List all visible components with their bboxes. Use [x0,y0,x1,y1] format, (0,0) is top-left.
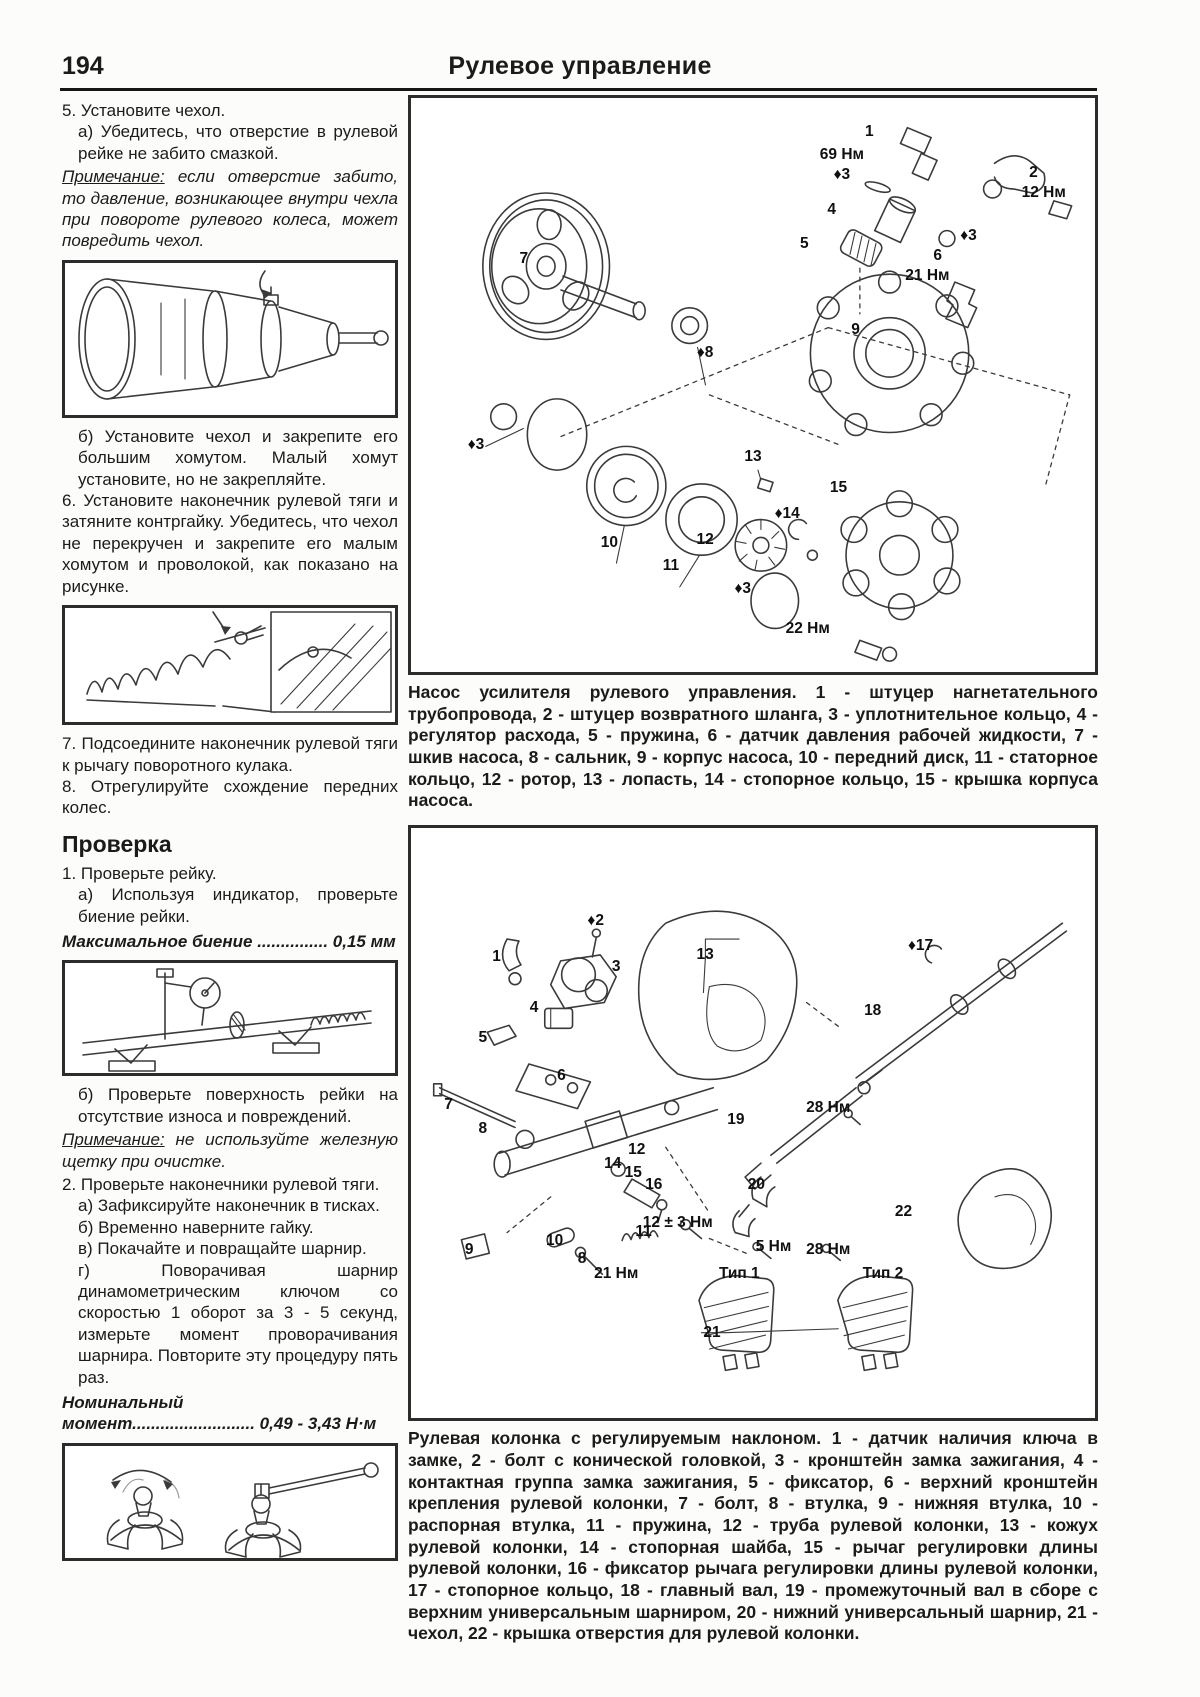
part-callout-label: 12 [628,1140,646,1158]
part-callout-label: 19 [727,1111,745,1129]
step-5: 5. Установите чехол. [62,101,226,120]
part-callout-label: 13 [696,945,714,963]
part-callout-label: ♦14 [774,505,800,523]
part-callout-label: 1 [864,123,874,141]
part-callout-label: 10 [546,1232,564,1250]
note-2-label: Примечание: [62,1130,165,1150]
part-callout-label: ♦3 [833,166,851,184]
page-title: Рулевое управление [448,52,712,80]
right-figure-column [408,95,1098,1658]
part-callout-label: 28 Нм [806,1099,851,1117]
part-callout-label: 16 [645,1176,663,1194]
part-callout-label: 22 [894,1202,913,1220]
power-steering-pump-drawing [411,98,1095,672]
left-text-column [62,100,398,1569]
part-callout-label: 12 Нм [1021,183,1066,201]
part-callout-label: 14 [604,1155,622,1173]
header-rule [60,88,1097,91]
part-callout-label: 12 [696,530,714,548]
part-callout-label: ♦8 [696,344,714,362]
part-callout-label: 21 Нм [594,1264,639,1282]
page-number: 194 [62,52,104,80]
part-callout-label: 6 [933,246,942,264]
column-figure-caption: Рулевая колонка с регулируемым наклоном. 1 - датчик наличия ключа в замке, 2 - болт с конической головкой, 3 - кронштейн замка зажигания, 4 - контактная группа замка зажигания, 5 - фиксатор, 6 - верхний кронштейн крепления рулевой колонки, 7 - болт, 8 - втулка, 9 - нижняя втулка, 10 - распорная втулка, 11 - пружина, 12 - труба рулевой колонки, 13 - кожух рулевой колонки, 14 - стопорная шайба, 15 - рычаг регулировки длины рулевой колонки, 16 - фиксатор рычага регулировки длины рулевой колонки, 17 - стопорное кольцо, 18 - главный вал, 19 - промежуточный вал в сборе с верхним универсальным шарниром, 20 - нижний универсальный шарнир, 21 - чехол, 22 - крышка отверстия для рулевой колонки. [408,1428,1098,1644]
part-callout-label: 28 Нм [806,1240,851,1258]
part-callout-label: 15 [624,1164,642,1182]
check-2a: а) Зафиксируйте наконечник в тисках. [78,1196,380,1216]
check-2c: в) Покачайте и повращайте шарнир. [78,1239,367,1259]
part-callout-label: 10 [600,533,618,551]
part-callout-label: 12 ± 3 Нм [642,1214,713,1232]
step-6: 6. Установите наконечник рулевой тяги и затяните контргайку. Убедитесь, что чехол не перекручен и закрепите его малым хомутом и проволокой, как показано на рисунке. [62,491,398,596]
part-callout-label: 21 [703,1323,721,1341]
part-callout-label: 11 [635,1223,652,1241]
note-1-body: если отверстие забито, то давление, возникающее внутри чехла при повороте рулевого колеса, может повредить чехол. [62,167,398,251]
check-2d: г) Поворачивая шарнир динамометрическим ключом со скоростью 1 оборот за 3 - 5 секунд, измерьте момент проворачивания шарнира. Повторите эту процедуру пять раз. [78,1260,398,1387]
check-2: 2. Проверьте наконечники рулевой тяги. [62,1174,380,1194]
step-5b: б) Установите чехол и закрепите его большим хомутом. Малый хомут установите, но не закрепляйте. [78,426,398,489]
note-2-body: не используйте железную щетку при очистке. [62,1130,398,1171]
figure-rack-runout [62,960,398,1076]
pump-figure-caption: Насос усилителя рулевого управления. 1 - штуцер нагнетательного трубопровода, 2 - штуцер возвратного шланга, 3 - уплотнительное кольцо, 4 - регулятор расхода, 5 - пружина, 6 - датчик давления рабочей жидкости, 7 - шкив насоса, 8 - сальник, 9 - корпус насоса, 10 - передний диск, 11 - статорное кольцо, 12 - ротор, 13 - лопасть, 14 - стопорное кольцо, 15 - крышка корпуса насоса. [408,682,1098,811]
step-8: 8. Отрегулируйте схождение передних колес. [62,776,398,818]
note-2 [62,1129,398,1172]
spec-nominal-torque-line2: момент.......................... 0,49 - 3,43 Н·м [62,1414,377,1434]
rack-runout-drawing [65,963,395,1073]
part-callout-label: 13 [744,447,762,465]
part-callout-label: Тип 1 [718,1264,760,1282]
figure-steering-column [408,825,1098,1421]
spec-nominal-torque-line1: Номинальный [62,1393,184,1413]
part-callout-label: 7 [444,1096,453,1114]
part-callout-label: 20 [747,1176,766,1194]
part-callout-label: 2 [1029,163,1038,181]
tie-rod-check-drawing [65,1446,395,1558]
part-callout-label: 9 [851,321,860,339]
part-callout-label: 3 [611,957,621,975]
note-1-label: Примечание: [62,167,165,187]
part-callout-label: 21 Нм [905,266,950,284]
part-callout-label: 5 Нм [755,1238,792,1256]
check-1: 1. Проверьте рейку. [62,863,217,883]
spec-max-runout: Максимальное биение ............... 0,15 мм [62,931,396,951]
part-callout-label: 4 [827,200,836,218]
note-1 [62,166,398,252]
check-1a: а) Используя индикатор, проверьте биение рейки. [78,885,398,926]
part-callout-label: 6 [557,1066,566,1084]
figure-rack-boot [62,260,398,418]
part-callout-label: ♦17 [908,937,934,955]
part-callout-label: ♦3 [467,436,485,454]
boot-clamp-drawing [65,608,395,722]
step-7: 7. Подсоедините наконечник рулевой тяги к рычагу поворотного кулака. [62,734,398,775]
part-callout-label: 5 [478,1028,488,1046]
part-callout-label: 7 [519,249,529,267]
check-section-heading: Проверка [62,830,172,857]
part-callout-label: 15 [829,479,848,497]
part-callout-label: 22 Нм [785,619,830,637]
part-callout-label: 5 [799,235,809,253]
check-1b: б) Проверьте поверхность рейки на отсутствие износа и повреждений. [78,1085,398,1126]
figure-power-steering-pump [408,95,1098,675]
figure-boot-clamp [62,605,398,725]
check-2b: б) Временно наверните гайку. [78,1217,314,1237]
steering-column-drawing [411,828,1095,1418]
part-callout-label: 8 [577,1249,587,1267]
part-callout-label: 69 Нм [819,146,865,164]
part-callout-label: 11 [662,556,680,574]
part-callout-label: ♦3 [960,226,977,244]
rack-boot-drawing [65,263,395,415]
part-callout-label: ♦3 [734,579,751,597]
part-callout-label: 8 [478,1120,488,1138]
step-5a: а) Убедитесь, что отверстие в рулевой рейке не забито смазкой. [78,122,398,163]
figure-tie-rod-check [62,1443,398,1561]
part-callout-label: ♦2 [587,912,604,930]
part-callout-label: 1 [492,947,501,965]
part-callout-label: 18 [864,1002,882,1020]
part-callout-label: Тип 2 [862,1264,904,1282]
part-callout-label: 4 [529,999,539,1017]
part-callout-label: 9 [464,1240,474,1258]
